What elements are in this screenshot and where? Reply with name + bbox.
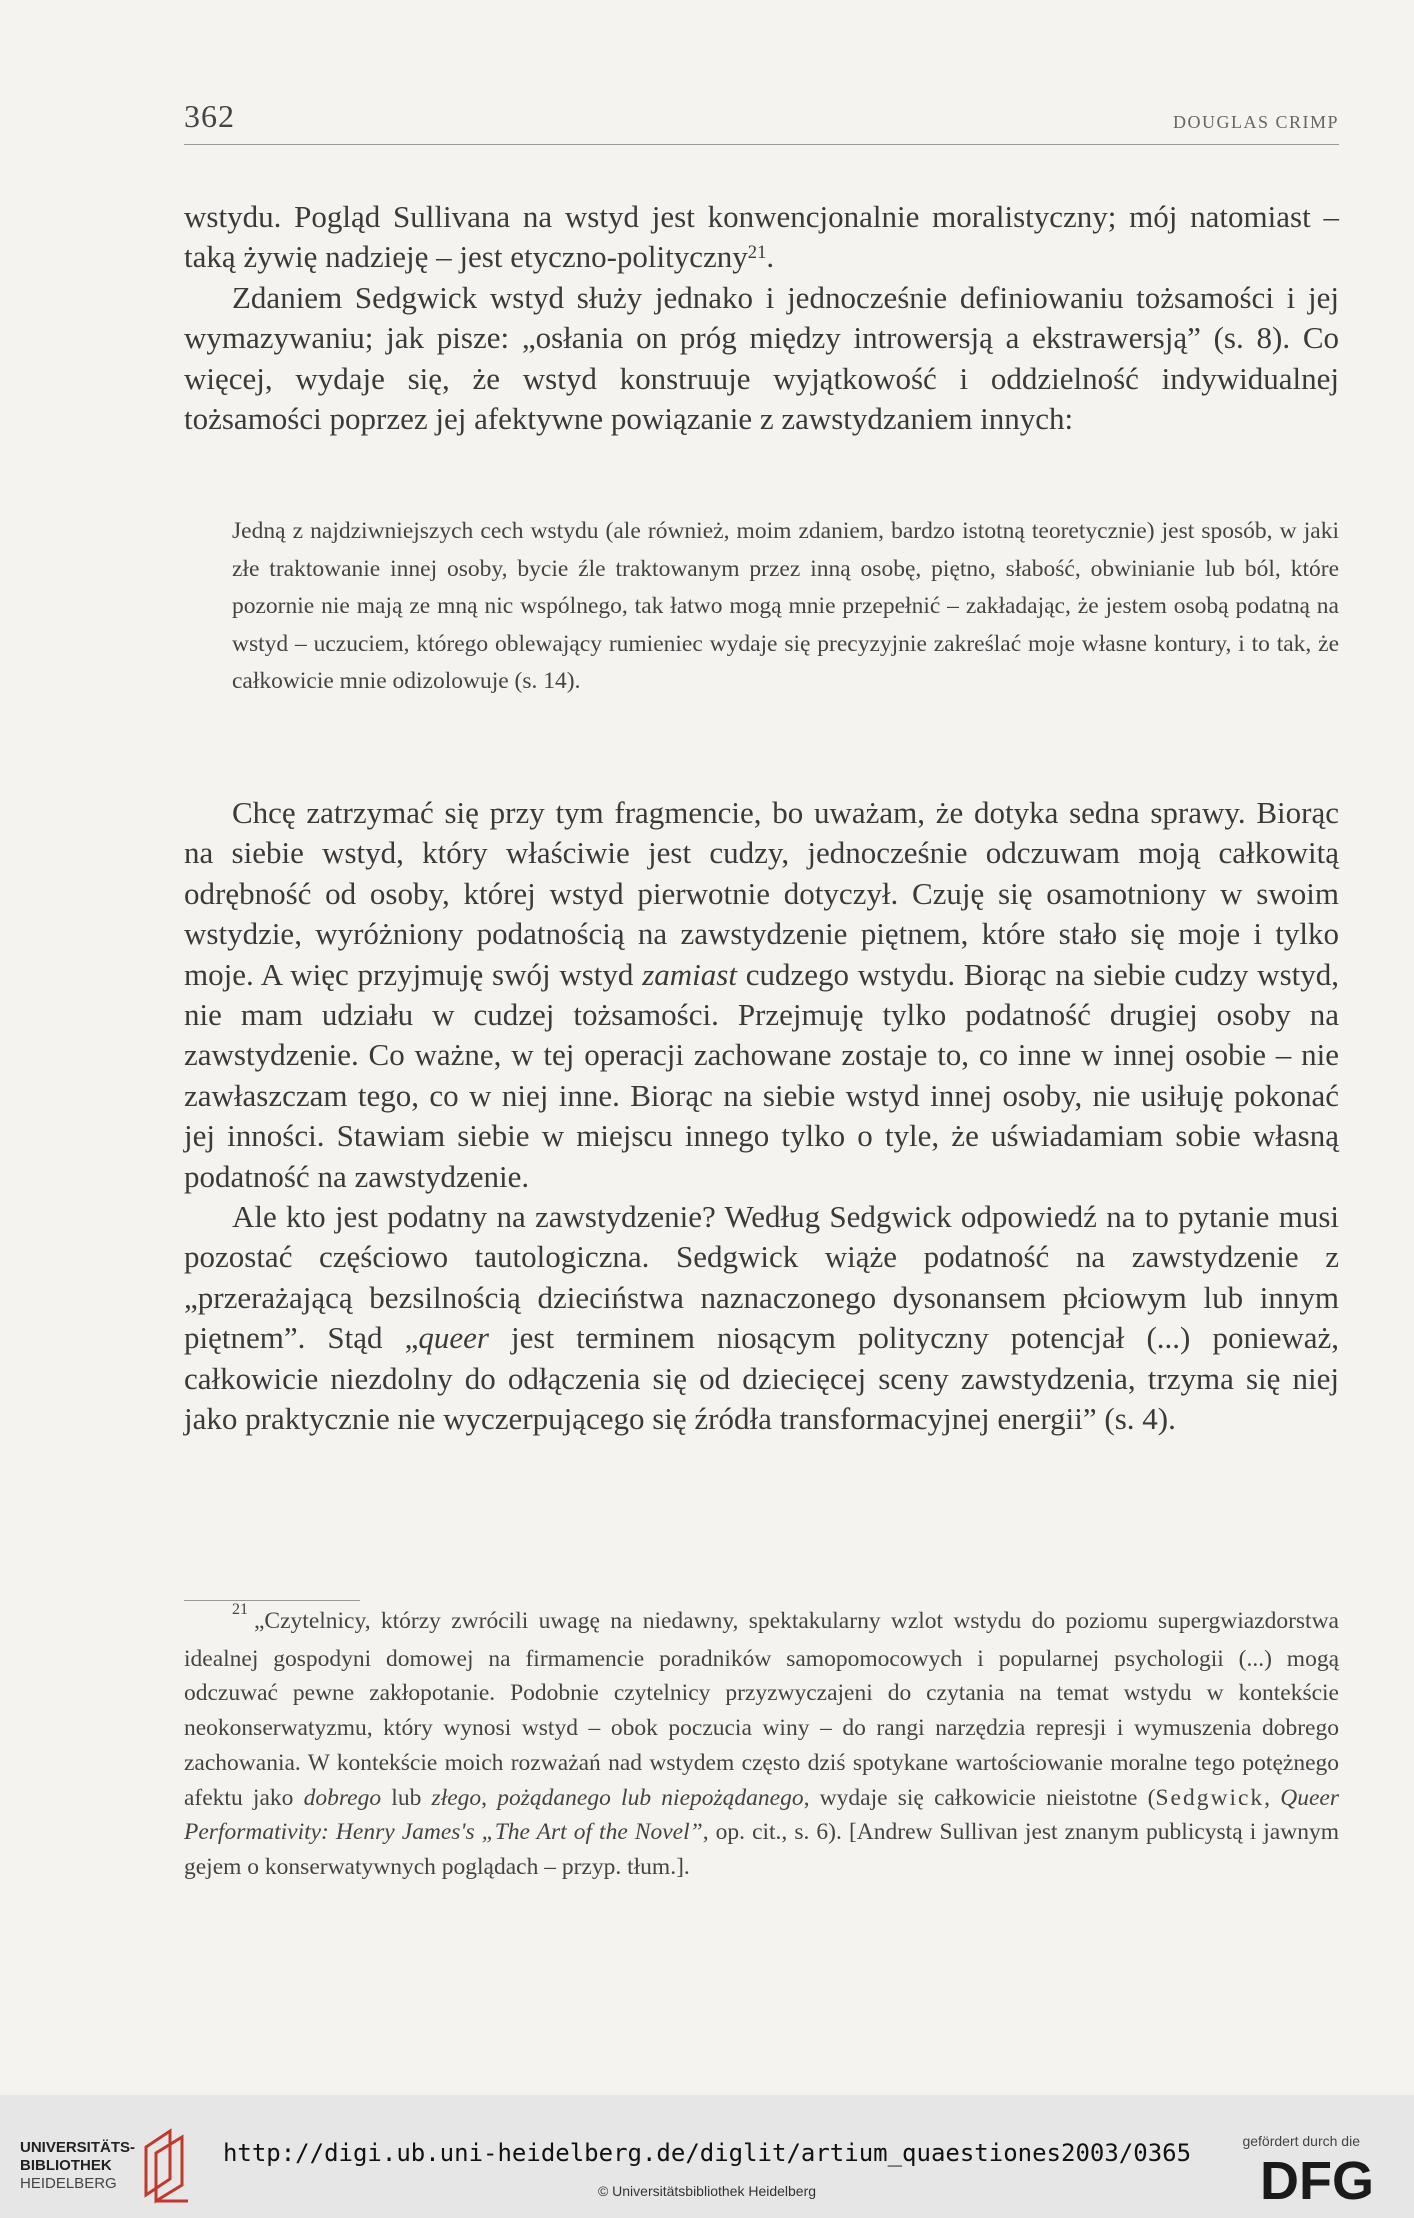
dfg-logo[interactable]	[1224, 2145, 1384, 2205]
body-text-bottom	[184, 793, 1339, 1440]
paragraph-text: Ale kto jest podatny na zawstydzenie? Według Sedgwick odpowiedź na to pytanie musi pozostać częściowo tautologiczna. Sedgwick wiąże podatność na zawstydzenie z „przerażającą bezsilnością dzieciństwa naznaczonego dysonansem płciowym lub innym piętnem”. Stąd „	[184, 1199, 1339, 1356]
paragraph: Zdaniem Sedgwick wstyd służy jednako i jednocześnie definiowaniu tożsamości i jej wymazywaniu; jak pisze: „osłania on próg między introwersją a ekstrawersją” (s. 8). Co więcej, wydaje się, że wstyd konstruuje wyjątkowość i oddzielność indywidualnej tożsamości poprzez jej afektywne powiązanie z zawstydzaniem innych:	[184, 279, 1339, 437]
footnote-divider	[184, 1600, 360, 1601]
footnote-number: 21	[232, 1601, 248, 1618]
footnote-text: , op. cit., s. 6). [Andrew Sullivan jest znanym publicystą i jawnym gejem o konserwatywnych poglądach – przyp. tłum.].	[184, 1819, 1339, 1880]
emphasis: dobrego	[303, 1784, 382, 1811]
paragraph	[184, 793, 1339, 1197]
footer-bar	[0, 2095, 1414, 2218]
running-head-author: DOUGLAS CRIMP	[1172, 112, 1339, 132]
permalink-url[interactable]: http://digi.ub.uni-heidelberg.de/diglit/artium_quaestiones2003/0365	[222, 2139, 1192, 2167]
page-number: 362	[184, 98, 235, 134]
emphasis: złego	[431, 1784, 482, 1811]
footnote-text: ,	[1264, 1784, 1281, 1811]
library-name-line: UNIVERSITÄTS-	[20, 2139, 136, 2156]
emphasis: zamiast	[642, 956, 737, 992]
footnote-text: ,	[481, 1784, 498, 1811]
emphasis: pożądanego lub niepożądanego	[497, 1784, 804, 1811]
emphasis: queer	[418, 1320, 489, 1356]
cited-author: Sedgwick	[1155, 1784, 1265, 1811]
paragraph-text: cudzego wstydu. Biorąc na siebie cudzy wstyd, nie mam udziału w cudzej tożsamości. Przejmuję tylko podatność drugiej osoby na zawstydzenie. Co ważne, w tej operacji zachowane zostaje to, co inne w innej osobie – nie zawłaszczam tego, co w niej inne. Biorąc na siebie wstyd innej osoby, nie usiłuję pokonać jej inności. Stawiam siebie w miejscu innego tylko o tyle, że uświadamiam sobie własną podatność na zawstydzenie.	[184, 956, 1339, 1194]
copyright-notice: © Universitätsbibliothek Heidelberg	[597, 2183, 817, 2199]
library-name-line: HEIDELBERG	[20, 2175, 117, 2192]
footnote-text: , wydaje się całkowicie nieistotne (	[803, 1784, 1156, 1811]
body-text-top	[184, 197, 1339, 439]
paragraph	[184, 1197, 1339, 1439]
footnote-text: lub	[381, 1784, 432, 1811]
paragraph-text: Chcę zatrzymać się przy tym fragmencie, bo uważam, że dotyka sedna sprawy. Biorąc na siebie wstyd, który właściwie jest cudzy, jednocześnie odczuwam moją całkowitą odrębność od osoby, której wstyd pierwotnie dotyczył. Czuję się osamotniony w swoim wstydzie, wyróżniony podatnością na zawstydzenie piętnem, które stało się moje i tylko moje. A więc przyjmuję swój wstyd	[184, 795, 1339, 992]
funding-note: gefördert durch die	[1242, 2133, 1360, 2149]
footnote-reference[interactable]: 21	[747, 242, 767, 264]
paragraph-text: jest terminem niosącym polityczny potencjał (...) ponieważ, całkowicie niezdolny do odłączenia się od dziecięcej sceny zawstydzenia, trzyma się niej jako praktycznie nie wyczerpującego się źródła transformacyjnej energii” (s. 4).	[184, 1320, 1339, 1437]
footnote-text: „Czytelnicy, którzy zwrócili uwagę na niedawny, spektakularny wzlot wstydu do poziomu supergwiazdorstwa idealnej gospodyni domowej na firmamencie poradników samopomocowych i popularnej psychologii (...) mogą odczuwać pewne zakłopotanie. Podobnie czytelnicy przyzwyczajeni do czytania na temat wstydu w kontekście neokonserwatyzmu, który wynosi wstyd – obok poczucia winy – do rangi narzędzia represji i wymuszenia dobrego zachowania. W kontekście moich rozważań nad wstydem często dziś spotykane wartościowanie moralne tego potężnego afektu jako	[184, 1608, 1339, 1811]
running-head	[184, 98, 1339, 145]
block-quote: Jedną z najdziwniejszych cech wstydu (ale również, moim zdaniem, bardzo istotną teoretycznie) jest sposób, w jaki złe traktowanie innej osoby, bycie źle traktowanym przez inną osobę, piętno, słabość, obwinianie lub ból, które pozornie nie mają ze mną nic wspólnego, tak łatwo mogą mnie przepełnić – zakładając, że jestem osobą podatną na wstyd – uczuciem, którego oblewający rumieniec wydaje się precyzyjnie zakreślać moje własne kontury, i to tak, że całkowicie mnie odizolowuje (s. 14).	[232, 518, 1339, 694]
library-name-line: BIBLIOTHEK	[20, 2157, 112, 2174]
dfg-logo-text: DFG	[1260, 2151, 1374, 2205]
cited-title: Queer Performativity: Henry James's „The Art of the Novel”	[184, 1784, 1339, 1846]
paragraph-text: .	[766, 239, 775, 275]
paragraph-text: wstydu. Pogląd Sullivana na wstyd jest konwencjonalnie moralistyczny; mój natomiast – taką żywię nadzieję – jest etyczno-polityczny	[184, 199, 1339, 275]
paragraph	[184, 197, 1339, 278]
footnote	[184, 1601, 1339, 1885]
